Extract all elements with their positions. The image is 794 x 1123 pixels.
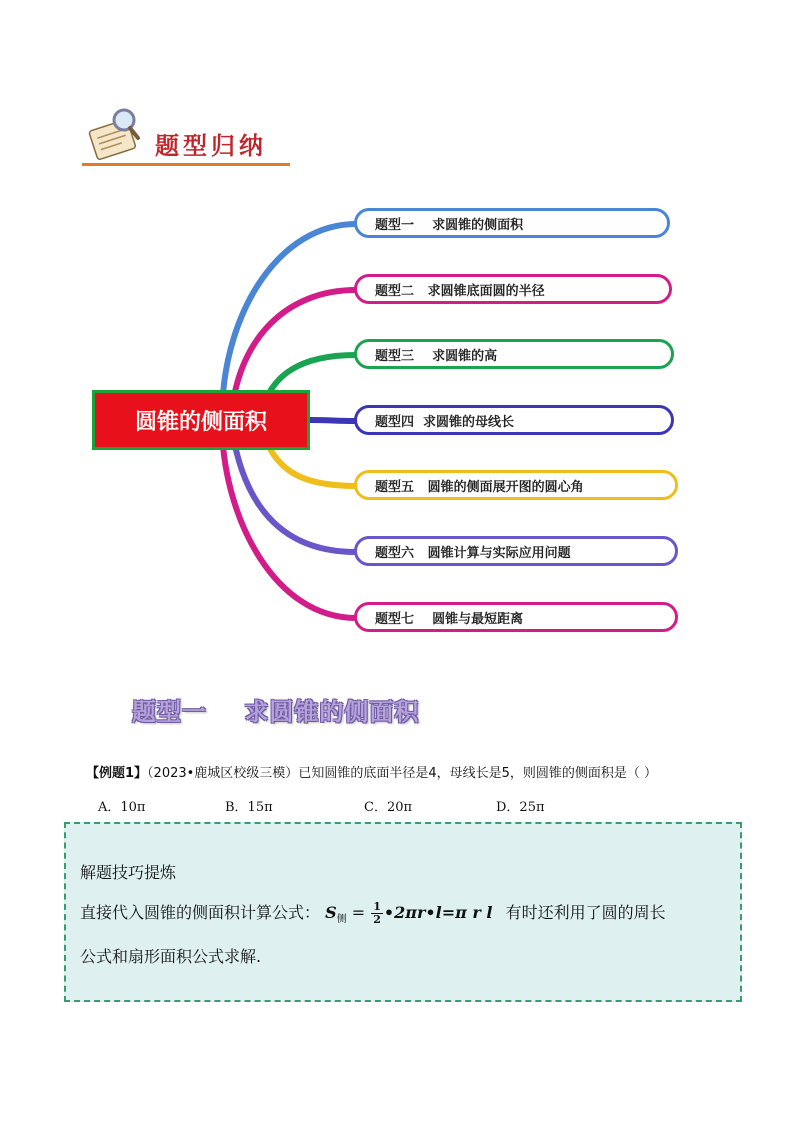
option-b: B．15π bbox=[225, 800, 273, 815]
formula-fraction bbox=[371, 901, 383, 926]
tip-formula-line bbox=[80, 900, 666, 926]
tip-line2: 公式和扇形面积公式求解. bbox=[80, 947, 262, 966]
branch-5: 题型五 圆锥的侧面展开图的圆心角 bbox=[354, 470, 678, 500]
title-underline bbox=[82, 163, 290, 166]
frac-den: 2 bbox=[373, 913, 381, 926]
formula-s: S bbox=[325, 903, 337, 922]
connector-1 bbox=[222, 224, 356, 410]
formula-rest: •2πr•l=π r l bbox=[383, 903, 493, 922]
mindmap-center: 圆锥的侧面积 bbox=[92, 390, 310, 450]
section-title: 题型归纳 bbox=[155, 131, 267, 160]
connector-4 bbox=[310, 420, 356, 421]
tip-line1-suffix: 有时还利用了圆的周长 bbox=[505, 903, 666, 922]
option-a: A．10π bbox=[98, 800, 146, 815]
branch-4: 题型四 求圆锥的母线长 bbox=[354, 405, 674, 435]
example-tag: 【例题1】 bbox=[86, 766, 148, 781]
example-source: （2023•鹿城区校级三模） bbox=[147, 766, 299, 781]
tip-line1-prefix: 直接代入圆锥的侧面积计算公式： bbox=[80, 903, 321, 922]
example-question bbox=[86, 762, 657, 781]
subsection-title: 题型一 求圆锥的侧面积 bbox=[132, 698, 420, 726]
option-d: D．25π bbox=[496, 800, 545, 815]
formula-sub: 侧 bbox=[336, 914, 347, 926]
connector-7 bbox=[222, 430, 356, 618]
formula-eq: = bbox=[351, 903, 366, 922]
notepad-magnifier-icon bbox=[86, 104, 144, 160]
example-text: 已知圆锥的底面半径是4，母线长是5，则圆锥的侧面积是（ ） bbox=[298, 766, 657, 781]
branch-7: 题型七 圆锥与最短距离 bbox=[354, 602, 678, 632]
tip-title: 解题技巧提炼 bbox=[80, 863, 177, 882]
option-c: C．20π bbox=[364, 800, 413, 815]
frac-num: 1 bbox=[373, 900, 381, 913]
branch-6: 题型六 圆锥计算与实际应用问题 bbox=[354, 536, 678, 566]
branch-3: 题型三 求圆锥的高 bbox=[354, 339, 674, 369]
branch-1: 题型一 求圆锥的侧面积 bbox=[354, 208, 670, 238]
branch-2: 题型二 求圆锥底面圆的半径 bbox=[354, 274, 672, 304]
